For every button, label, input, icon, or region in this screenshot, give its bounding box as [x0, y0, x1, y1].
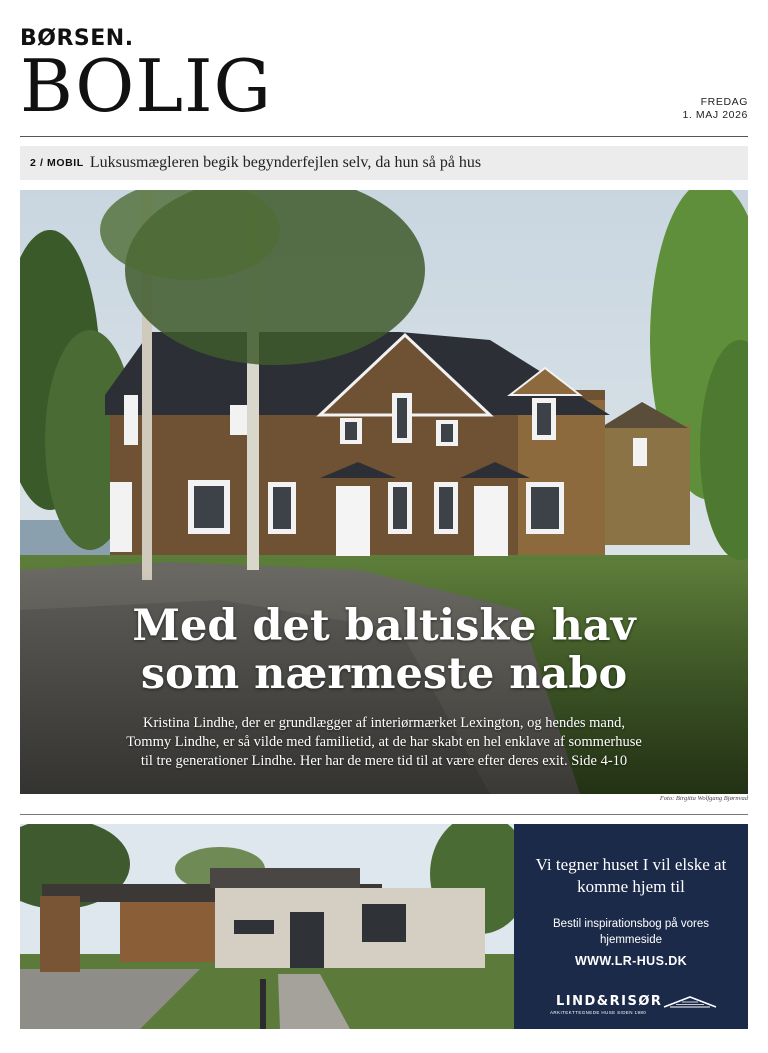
hero-headline-line-2: som nærmeste nabo [140, 649, 628, 699]
dateline-weekday: FREDAG [700, 96, 748, 108]
ad-divider [20, 814, 748, 815]
hero-story[interactable] [20, 190, 748, 794]
ad-logo-tagline: ARKITEKTTEGNEDE HUSE SIDEN 1980 [550, 1010, 647, 1015]
hero-photo [20, 190, 748, 794]
roof-logo-icon [662, 995, 718, 1009]
masthead [20, 26, 748, 126]
ad-panel[interactable] [514, 824, 748, 1029]
brand-logo[interactable]: BØRSEN. [20, 26, 134, 51]
section-title: BOLIG [20, 44, 273, 128]
hero-headline-line-1: Med det baltiske hav [132, 601, 636, 651]
lind-risoer-logo [550, 994, 740, 1018]
advertisement[interactable] [20, 824, 748, 1029]
top-divider [20, 136, 748, 137]
photo-credit: Foto: Birgitta Wolfgang Bjørnvad [659, 795, 748, 802]
ad-house-photo [20, 824, 514, 1029]
ad-subheadline: Bestil inspirationsbog på vores hjemmeside [553, 918, 709, 946]
dateline-date: 1. MAJ 2026 [682, 109, 748, 121]
ad-logo-name: LIND&RISØR [556, 994, 663, 1009]
ad-headline: Vi tegner huset I vil elske at komme hjem til [535, 855, 727, 896]
teaser-headline[interactable]: Luksusmægleren begik begynderfejlen selv, da hun så på hus [89, 154, 482, 171]
dateline [682, 96, 748, 122]
ad-link[interactable]: WWW.LR-HUS.DK [574, 954, 688, 968]
teaser-kicker: 2 / MOBIL [30, 157, 84, 169]
hero-headline[interactable] [20, 602, 748, 698]
teaser-bar[interactable] [20, 146, 748, 180]
hero-lead: Kristina Lindhe, der er grundlægger af interiørmærket Lexington, og hendes mand, Tommy Lindhe, er så vilde med familietid, at de har skabt en hel enklave af sommerhuse til tre generationer Lindhe. Her har de mere tid til at være efter deres exit. Side 4-10 [126, 715, 642, 769]
